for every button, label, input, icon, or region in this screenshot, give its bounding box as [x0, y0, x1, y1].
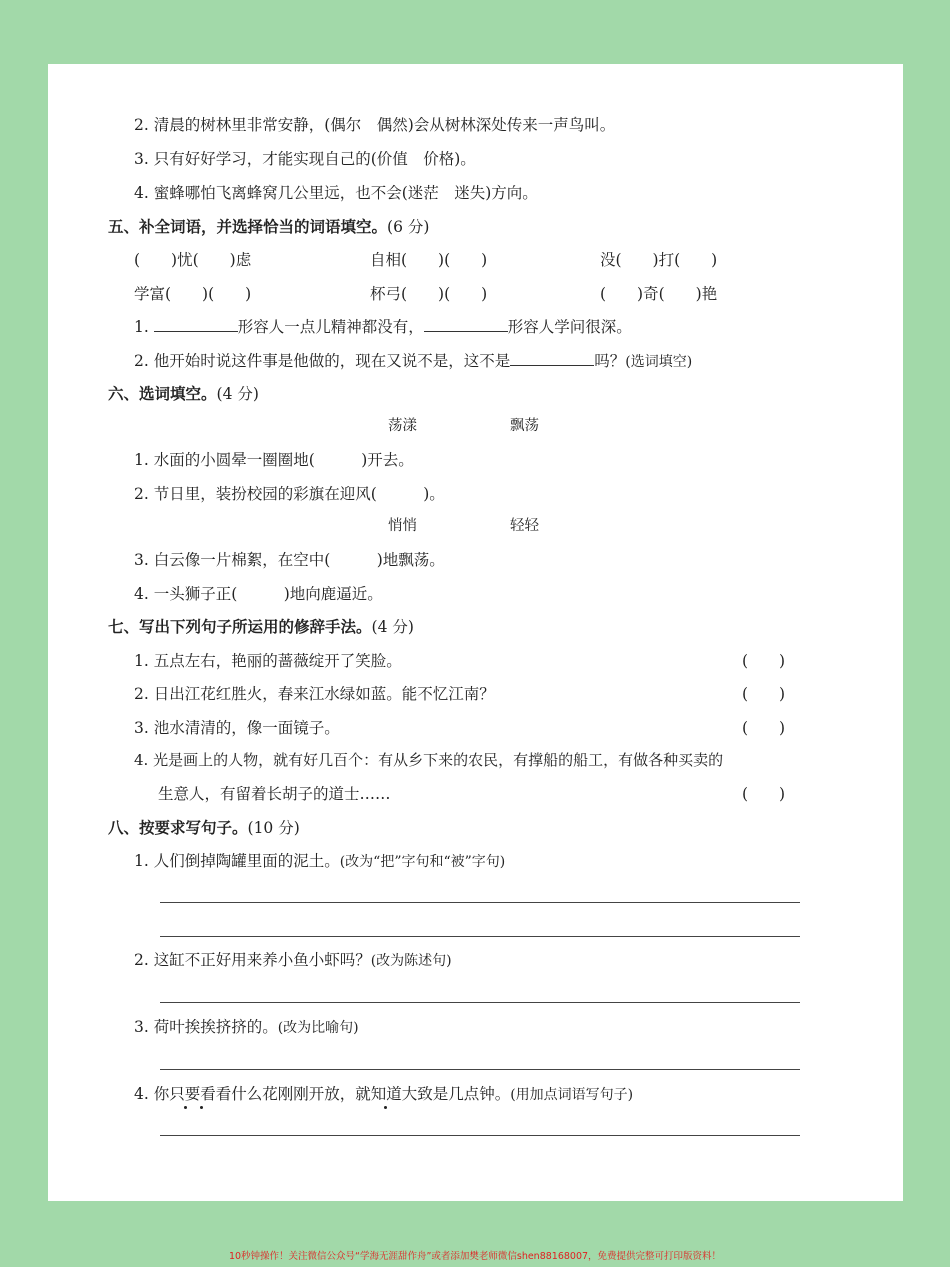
- sec6-item-3: 3. 白云像一片棉絮，在空中( )地飘荡。: [134, 551, 445, 569]
- sec8-item-2-note: (改为陈述句): [370, 953, 452, 969]
- sec8-item-3: [134, 1017, 359, 1038]
- word-blank-6: ( )奇( )艳: [600, 285, 718, 303]
- sec8-item-1-note: (改为“把”字句和“被”字句): [339, 854, 506, 870]
- answer-blank[interactable]: [510, 351, 594, 366]
- sec6-item-4: 4. 一头狮子正( )地向鹿逼近。: [134, 585, 383, 603]
- section-8-points: (10 分): [247, 819, 300, 837]
- sec8-item-4-note: (用加点词语写句子): [510, 1087, 634, 1103]
- sec5-question-2: [134, 351, 692, 372]
- section-8-title: 八、按要求写句子。: [108, 819, 248, 837]
- sec8-item-2: [134, 950, 452, 971]
- q2-text-b: 吗？: [594, 352, 626, 370]
- emphasis-dot: [200, 1106, 203, 1109]
- answer-paren[interactable]: ( ): [742, 719, 786, 737]
- writing-line[interactable]: [160, 902, 800, 903]
- sec4-item-4: 4. 蜜蜂哪怕飞离蜂窝几公里远，也不会(迷茫 迷失)方向。: [134, 184, 538, 202]
- sec8-item-1: [134, 851, 505, 872]
- q2-text-a: 2. 他开始时说这件事是他做的，现在又说不是，这不是: [134, 352, 511, 370]
- section-5-title: 五、补全词语，并选择恰当的词语填空。: [108, 218, 388, 236]
- section-7-title: 七、写出下列句子所运用的修辞手法。: [108, 618, 372, 636]
- choice-word: 飘荡: [510, 418, 539, 434]
- choice-word: 轻轻: [510, 518, 539, 534]
- section-5-heading: [108, 217, 429, 237]
- answer-paren[interactable]: ( ): [742, 785, 786, 803]
- sec7-item-2: 2. 日出江花红胜火，春来江水绿如蓝。能不忆江南？: [134, 685, 495, 703]
- section-5-points: (6 分): [387, 218, 430, 236]
- sec5-question-1: [134, 317, 632, 337]
- word-blank-1: ( )忧( )虑: [134, 251, 252, 269]
- section-6-points: (4 分): [216, 385, 259, 403]
- writing-line[interactable]: [160, 1069, 800, 1070]
- sec7-item-3: 3. 池水清清的，像一面镜子。: [134, 719, 340, 737]
- answer-blank[interactable]: [154, 317, 238, 332]
- q1-text-b: 形容人学问很深。: [507, 318, 632, 336]
- q1-text-a: 形容人一点儿精神都没有，: [237, 318, 424, 336]
- sec8-item-4: [134, 1084, 633, 1105]
- word-blank-4: 学富( )( ): [134, 285, 252, 303]
- sec7-item-4-cont: 生意人，有留着长胡子的道士……: [158, 785, 391, 803]
- worksheet-page: [48, 64, 903, 1201]
- writing-line[interactable]: [160, 936, 800, 937]
- choice-word: 荡漾: [388, 418, 417, 434]
- answer-blank[interactable]: [424, 317, 508, 332]
- q2-note: (选词填空): [625, 354, 693, 370]
- sec7-item-1: 1. 五点左右，艳丽的蔷薇绽开了笑脸。: [134, 652, 402, 670]
- section-6-title: 六、选词填空。: [108, 385, 217, 403]
- q1-number: 1.: [134, 318, 149, 336]
- sec8-item-3-text: 3. 荷叶挨挨挤挤的。: [134, 1018, 278, 1036]
- section-8-heading: [108, 818, 300, 838]
- writing-line[interactable]: [160, 1002, 800, 1003]
- section-7-heading: [108, 617, 414, 637]
- footer-promo-text: 10秒钟操作！关注微信公众号“学海无涯甜作舟”或者添加樊老师微信shen88168007，免费提供完整可打印版资料！: [228, 1251, 722, 1262]
- word-blank-3: 没( )打( ): [600, 251, 718, 269]
- sec8-item-4-text: 4. 你只要看看什么花刚刚开放，就知道大致是几点钟。: [134, 1085, 511, 1103]
- sec6-item-2: 2. 节日里，装扮校园的彩旗在迎风( )。: [134, 485, 445, 503]
- answer-paren[interactable]: ( ): [742, 685, 786, 703]
- sec8-item-1-text: 1. 人们倒掉陶罐里面的泥土。: [134, 852, 340, 870]
- sec6-item-1: 1. 水面的小圆晕一圈圈地( )开去。: [134, 451, 414, 469]
- sec4-item-3: 3. 只有好好学习，才能实现自己的(价值 价格)。: [134, 150, 476, 168]
- choice-word: 悄悄: [388, 518, 417, 534]
- writing-line[interactable]: [160, 1135, 800, 1136]
- word-blank-5: 杯弓( )( ): [370, 285, 488, 303]
- answer-paren[interactable]: ( ): [742, 652, 786, 670]
- section-7-points: (4 分): [371, 618, 414, 636]
- emphasis-dot: [184, 1106, 187, 1109]
- word-blank-2: 自相( )( ): [370, 251, 488, 269]
- section-6-heading: [108, 384, 259, 404]
- sec4-item-2: 2. 清晨的树林里非常安静，(偶尔 偶然)会从树林深处传来一声鸟叫。: [134, 116, 616, 134]
- sec8-item-3-note: (改为比喻句): [277, 1020, 359, 1036]
- sec8-item-2-text: 2. 这缸不正好用来养小鱼小虾吗？: [134, 951, 371, 969]
- sec7-item-4: 4. 光是画上的人物，就有好几百个：有从乡下来的农民，有撑船的船工，有做各种买卖的: [134, 751, 724, 769]
- emphasis-dot: [384, 1106, 387, 1109]
